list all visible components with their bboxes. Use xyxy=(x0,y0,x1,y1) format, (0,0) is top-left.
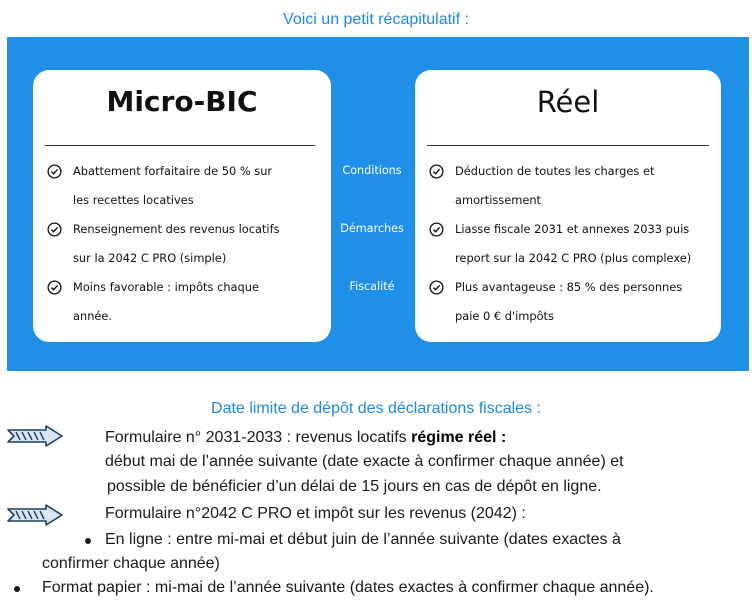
bullet-dot xyxy=(14,586,20,592)
label-conditions: Conditions xyxy=(342,164,402,177)
micro-bic-title: Micro-BIC xyxy=(106,85,258,118)
item-text-line: Renseignement des revenus locatifs xyxy=(73,222,280,236)
arrow-right-icon xyxy=(6,504,64,526)
reel-divider xyxy=(427,145,709,146)
check-circle-icon xyxy=(47,222,62,237)
item-text-line: Plus avantageuse : 85 % des personnes xyxy=(455,280,683,294)
form1-line3: possible de bénéficier d’un délai de 15 jours en cas de dépôt en ligne. xyxy=(107,478,602,495)
item-text-line: sur la 2042 C PRO (simple) xyxy=(73,251,227,265)
check-circle-icon xyxy=(429,222,444,237)
item-text-line: report sur la 2042 C PRO (plus complexe) xyxy=(455,251,692,265)
reel-card xyxy=(415,70,721,342)
form1-line1-text: Formulaire n° 2031-2033 : revenus locatifs xyxy=(105,429,412,446)
form2-bullet1-line1: En ligne : entre mi-mai et début juin de l’année suivante (dates exactes à xyxy=(105,531,621,548)
deadlines-title: Date limite de dépôt des déclarations fiscales : xyxy=(211,400,541,417)
item-text-line: amortissement xyxy=(455,193,542,207)
item-text-line: Moins favorable : impôts chaque xyxy=(73,280,259,294)
form1-line1 xyxy=(105,429,506,447)
item-text-line: Déduction de toutes les charges et xyxy=(455,164,655,178)
label-fiscalite: Fiscalité xyxy=(349,280,395,293)
form2-line1: Formulaire n°2042 C PRO et impôt sur les revenus (2042) : xyxy=(105,505,526,522)
item-text-line: Abattement forfaitaire de 50 % sur xyxy=(73,164,273,178)
form2-bullet1-line2: confirmer chaque année) xyxy=(42,555,220,572)
check-circle-icon xyxy=(429,280,444,295)
form1-line2: début mai de l’année suivante (date exacte à confirmer chaque année) et xyxy=(105,453,624,470)
item-text-line: les recettes locatives xyxy=(73,193,194,207)
label-demarches: Démarches xyxy=(340,222,404,235)
bullet-dot xyxy=(85,538,91,544)
item-text-line: année. xyxy=(73,309,113,323)
check-circle-icon xyxy=(429,164,444,179)
reel-title: Réel xyxy=(536,85,600,119)
item-text-line: Liasse fiscale 2031 et annexes 2033 puis xyxy=(455,222,690,236)
regime-reel-emphasis: régime réel : xyxy=(411,429,507,446)
arrow-right-icon xyxy=(6,425,64,447)
summary-title: Voici un petit récapitulatif : xyxy=(283,11,469,28)
check-circle-icon xyxy=(47,164,62,179)
micro-bic-card xyxy=(33,70,331,342)
check-circle-icon xyxy=(47,280,62,295)
form2-bullet2: Format papier : mi-mai de l’année suivante (dates exactes à confirmer chaque année). xyxy=(42,579,654,596)
item-text-line: paie 0 € d'impôts xyxy=(455,309,554,323)
micro-bic-divider xyxy=(45,145,315,146)
